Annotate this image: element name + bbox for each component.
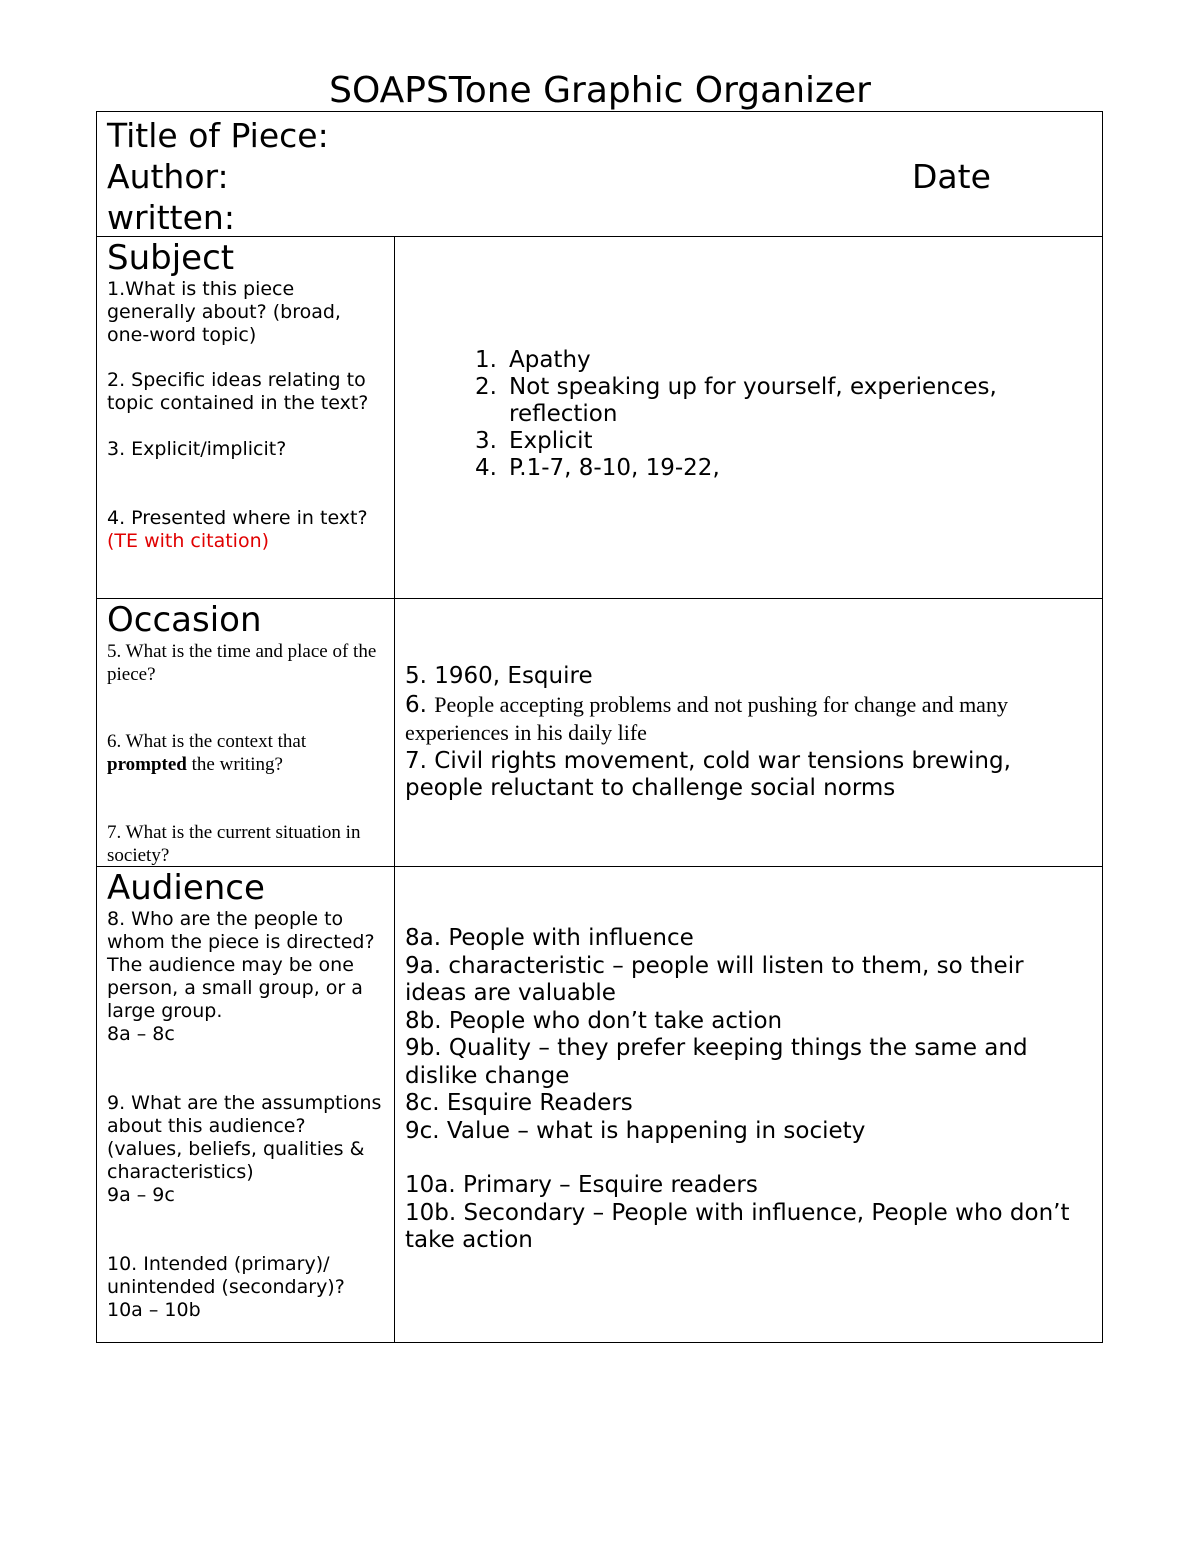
audience-answer-9a: 9a. characteristic – people will listen to them, so their ideas are valuable: [405, 952, 1024, 1006]
subject-answer-4: 4. P.1-7, 8-10, 19-22,: [475, 455, 720, 481]
audience-q9: 9. What are the assumptions about this audience? (values, beliefs, qualities & characteristics): [107, 1092, 382, 1183]
audience-q10: 10. Intended (primary)/ unintended (secondary)?: [107, 1253, 345, 1298]
subject-q3: 3. Explicit/implicit?: [107, 438, 287, 460]
occasion-q5: 5. What is the time and place of the piece?: [107, 641, 377, 685]
subject-answers: [395, 237, 1102, 598]
subject-answer-list: [475, 347, 1092, 482]
subject-answer-2: 2. Not speaking up for yourself, experiences, reflection: [475, 374, 997, 427]
subject-heading: Subject: [107, 238, 235, 278]
header-cell: [97, 112, 1102, 237]
audience-q8-range: 8a – 8c: [107, 1023, 175, 1045]
author-label: Author:: [107, 157, 229, 196]
occasion-q7: 7. What is the current situation in society?: [107, 822, 361, 866]
audience-answers: [395, 867, 1102, 1342]
subject-answer-1: 1. Apathy: [475, 347, 591, 373]
subject-q2: 2. Specific ideas relating to topic contained in the text?: [107, 369, 369, 414]
organizer-table: [96, 111, 1103, 1343]
audience-q9-range: 9a – 9c: [107, 1184, 175, 1206]
audience-answer-8b: 8b. People who don’t take action: [405, 1007, 783, 1034]
audience-answer-9b: 9b. Quality – they prefer keeping things the same and dislike change: [405, 1035, 1028, 1089]
occasion-heading: Occasion: [107, 600, 262, 640]
occasion-answer-6: 6. People accepting problems and not pushing for change and many experiences in his daily life: [405, 691, 1008, 745]
audience-answer-8c: 8c. Esquire Readers: [405, 1090, 633, 1116]
audience-answer-block-2: [405, 1172, 1092, 1255]
audience-answer-8a: 8a. People with influence: [405, 925, 694, 951]
audience-answer-10a: 10a. Primary – Esquire readers: [405, 1172, 758, 1198]
audience-heading: Audience: [107, 868, 265, 908]
subject-prompts: [97, 237, 395, 598]
subject-answer-3: 3. Explicit: [475, 428, 593, 454]
audience-answer-10b: 10b. Secondary – People with influence, People who don’t take action: [405, 1199, 1070, 1253]
audience-answer-9c: 9c. Value – what is happening in society: [405, 1117, 866, 1144]
title-of-piece-label: Title of Piece:: [107, 116, 329, 155]
audience-row: [97, 867, 1102, 1342]
audience-q8: 8. Who are the people to whom the piece is directed? The audience may be one person, a small group, or a large group.: [107, 908, 375, 1022]
subject-q1: 1.What is this piece generally about? (broad, one-word topic): [107, 278, 341, 346]
occasion-answer-5: 5. 1960, Esquire: [405, 663, 593, 689]
audience-answer-block-1: [405, 925, 1092, 1145]
document-title: SOAPSTone Graphic Organizer: [329, 70, 871, 111]
subject-row: [97, 237, 1102, 599]
occasion-q6: 6. What is the context that prompted the writing?: [107, 731, 307, 775]
occasion-answers: [395, 599, 1102, 866]
audience-q10-range: 10a – 10b: [107, 1299, 201, 1321]
date-label: Date: [912, 157, 991, 196]
subject-q4: 4. Presented where in text?: [107, 507, 368, 529]
occasion-answer-7: 7. Civil rights movement, cold war tensions brewing, people reluctant to challenge social norms: [405, 747, 1011, 801]
audience-prompts: [97, 867, 395, 1342]
written-label: written:: [107, 198, 235, 237]
occasion-row: [97, 599, 1102, 867]
occasion-prompts: [97, 599, 395, 866]
subject-q4-note: (TE with citation): [107, 530, 270, 552]
